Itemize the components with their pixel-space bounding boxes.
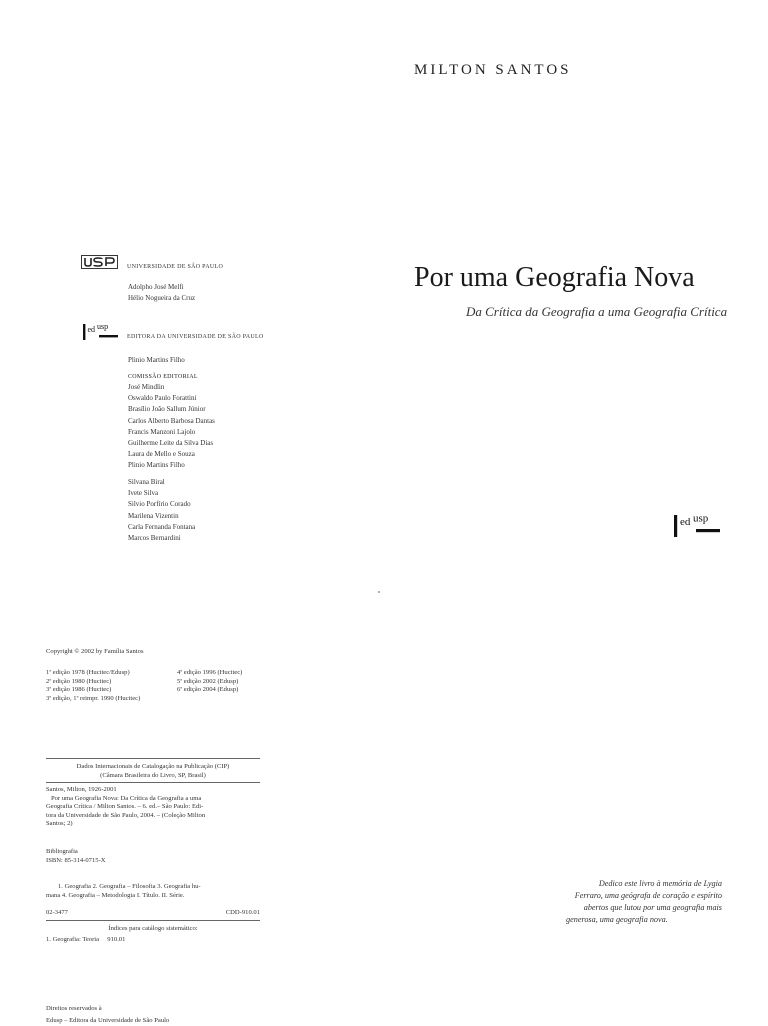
subject-line: mana 4. Geografia – Metodologia I. Título. II. Série. (46, 891, 185, 899)
catalog-codes (46, 909, 260, 918)
staff-name: Adolpho José Melfi (128, 283, 184, 291)
cip-header-line: Dados Internacionais de Catalogação na Publicação (CIP) (76, 763, 230, 770)
cip-rule-middle (46, 782, 260, 783)
staff-name: Hélio Nogueira da Cruz (128, 294, 196, 303)
staff-name: Carlos Alberto Barbosa Dantas (128, 416, 215, 425)
staff-name: Ivete Silva (128, 489, 159, 498)
usp-logo (81, 255, 118, 269)
staff-name: Silvana Biral (128, 478, 165, 486)
dedication-line: Ferraro, uma geógrafa de coração e espírito (574, 891, 722, 900)
edusp-logo-large (674, 512, 722, 540)
subject-line: 1. Geografia 2. Geografia – Filosofia 3. Geografia hu- (58, 883, 201, 890)
staff-row (0, 522, 400, 533)
staff-name: Laura de Mello e Souza (128, 450, 195, 459)
staff-row (0, 460, 400, 471)
cip-line: Por uma Geografia Nova: Da Crítica da Geografia a uma (46, 794, 202, 802)
index-entry: 1. Geografia: Teoria 910.01 (46, 936, 126, 943)
staff-row (0, 382, 400, 393)
staff-name: Guilherme Leite da Silva Dias (128, 438, 214, 447)
cip-line: Santos, Milton, 1926-2001 (46, 786, 117, 793)
staff-row (0, 393, 400, 404)
staff-row (0, 449, 400, 460)
staff-row (0, 488, 400, 499)
university-staff (0, 282, 400, 304)
edition-line: 3ª edição, 1ª reimpr. 1990 (Hucitec) (46, 694, 141, 702)
staff-row (0, 282, 400, 293)
scan-speck (378, 591, 380, 593)
staff-row (0, 416, 400, 427)
svg-text:usp: usp (97, 322, 109, 331)
cip-line: tora da Universidade de São Paulo, 2004. – (Coleção Milton (46, 811, 206, 819)
isbn-line: ISBN: 85-314-0715-X (46, 856, 106, 864)
staff-name: Oswaldo Paulo Forattini (128, 394, 197, 403)
staff-row (0, 533, 400, 544)
edition-line: 3ª edição 1986 (Hucitec) (46, 686, 112, 693)
editions-list-2 (177, 669, 242, 695)
svg-text:usp: usp (693, 512, 709, 525)
editorial-staff (0, 477, 400, 544)
dedication (564, 878, 722, 926)
press-footer: Edusp – Editora da Universidade de São Paulo (46, 1017, 170, 1024)
dedication-line: Dedico este livro à memória de Lygia (598, 879, 722, 888)
dedication-line: generosa, uma geografia nova. (566, 915, 668, 924)
staff-row (0, 293, 400, 304)
author-name: MILTON SANTOS (414, 62, 572, 78)
staff-name: Plinio Martins Filho (128, 356, 185, 364)
svg-text:ed: ed (87, 325, 96, 334)
staff-name: Marilena Vizentin (128, 511, 179, 520)
staff-row (0, 404, 400, 415)
commission-label: COMISSÃO EDITORIAL (128, 374, 198, 380)
director-block (0, 355, 400, 366)
staff-row (0, 511, 400, 522)
staff-name: José Mindlin (128, 383, 165, 391)
cip-header (46, 763, 260, 780)
commission-list (0, 382, 400, 472)
staff-name: Brasílio João Sallum Júnior (128, 405, 206, 414)
edition-line: 5ª edição 2002 (Edusp) (177, 677, 239, 685)
edition-line: 6ª edição 2004 (Edusp) (177, 686, 239, 693)
staff-row (0, 477, 400, 488)
press-label: EDITORA DA UNIVERSIDADE DE SÃO PAULO (127, 334, 264, 340)
staff-name: Francis Manzoni Lajolo (128, 427, 196, 436)
edusp-logo-small (83, 322, 119, 342)
catalog-code-left: 02-3477 (46, 909, 68, 916)
edition-line: 1ª edição 1978 (Hucitec/Edusp) (46, 669, 130, 676)
staff-row (0, 427, 400, 438)
book-subtitle: Da Crítica da Geografia a uma Geografia Crítica (466, 304, 728, 319)
staff-row (0, 499, 400, 510)
edition-line: 2ª edição 1980 (Hucitec) (46, 677, 112, 685)
cip-line: Geografia Crítica / Milton Santos. – 6. ed.– São Paulo: Edi- (46, 803, 204, 810)
editions-list-1 (46, 669, 140, 703)
rights-line: Direitos reservados à (46, 1005, 102, 1012)
staff-name: Silvio Porfírio Corado (128, 500, 191, 509)
cip-header-line: (Câmara Brasileira do Livro, SP, Brasil) (100, 771, 206, 779)
university-label: UNIVERSIDADE DE SÃO PAULO (127, 264, 224, 270)
staff-name: Plinio Martins Filho (128, 461, 185, 470)
cip-line: Santos; 2) (46, 820, 73, 827)
staff-row (0, 355, 400, 366)
index-header: Índices para catálogo sistemático: (108, 925, 198, 932)
copyright-line: Copyright © 2002 by Família Santos (46, 648, 144, 655)
cip-body (46, 786, 260, 829)
edition-line: 4ª edição 1996 (Hucitec) (177, 669, 243, 676)
staff-name: Marcos Bernardini (128, 533, 181, 542)
bibliography-block (46, 848, 106, 865)
staff-name: Carla Fernanda Fontana (128, 522, 196, 531)
subjects-block (46, 883, 201, 900)
svg-text:ed: ed (680, 516, 691, 528)
dedication-line: abertos que lutou por uma geografia mais (583, 903, 722, 912)
staff-row (0, 438, 400, 449)
cip-rule-top (46, 758, 260, 759)
book-title: Por uma Geografia Nova (414, 262, 695, 293)
catalog-code-right: CDD-910.01 (225, 909, 260, 916)
bibliography-line: Bibliografia (46, 848, 78, 855)
cip-rule-bottom (46, 920, 260, 921)
